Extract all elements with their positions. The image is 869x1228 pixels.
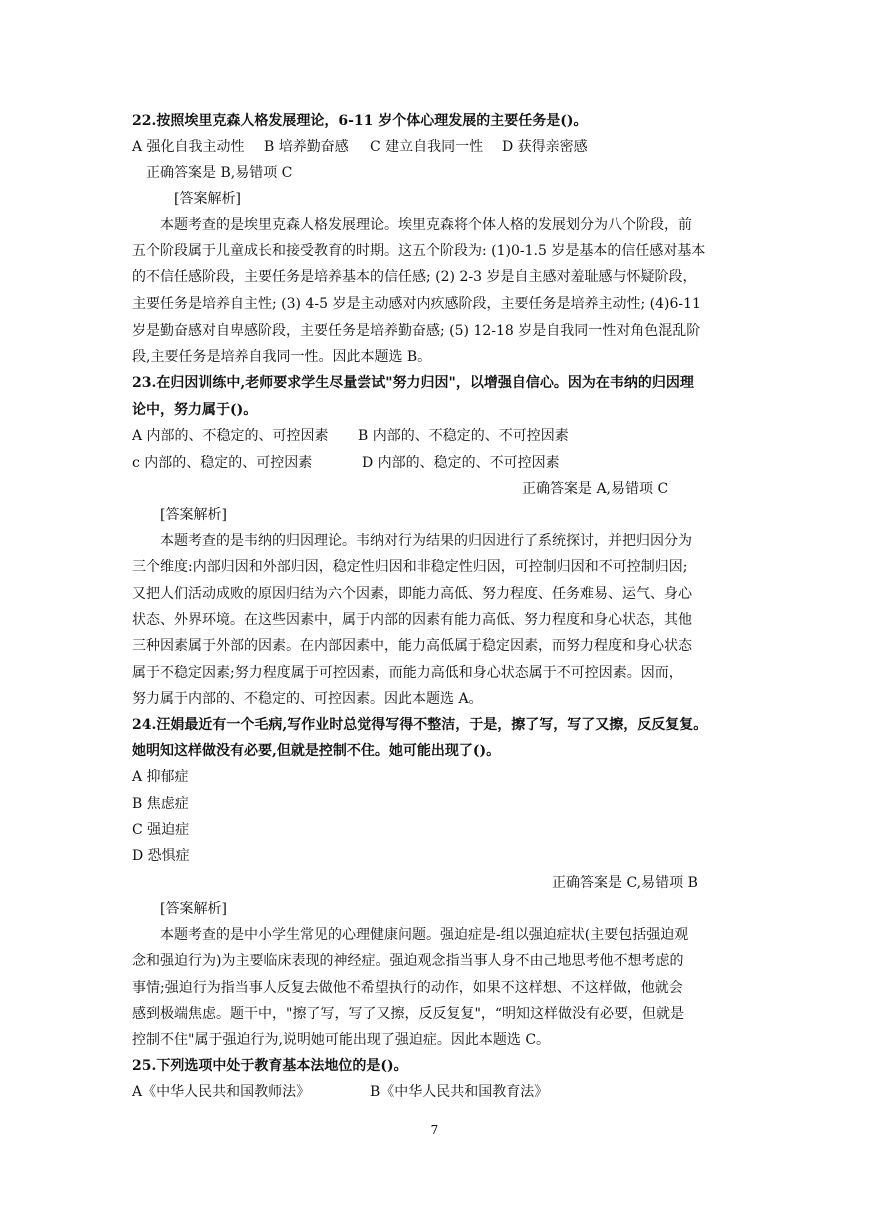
q24-option-b: B 焦虑症	[132, 796, 189, 812]
q22-option-d: D 获得亲密感	[502, 139, 588, 155]
q25-option-a: A《中华人民共和国教师法》	[132, 1084, 311, 1100]
page-number: 7	[430, 1123, 439, 1137]
q24-analysis-line: 控制不住"属于强迫行为,说明她可能出现了强迫症。因此本题选 C。	[132, 1032, 551, 1048]
q24-option-a: A 抑郁症	[132, 769, 189, 785]
q22-option-a: A 强化自我主动性	[132, 139, 245, 155]
q24-analysis-line: 本题考查的是中小学生常见的心理健康问题。强迫症是-组以强迫症状(主要包括强迫观	[160, 927, 689, 943]
q23-analysis-line: 努力属于内部的、不稳定的、可控因素。因此本题选 A。	[132, 691, 483, 707]
q24-option-c: C 强迫症	[132, 822, 190, 838]
q23-analysis-line: 状态、外界环境。在这些因素中，属于内部的因素有能力高低、努力程度和身心状态，其他	[132, 612, 692, 628]
q24-analysis-line: 念和强迫行为)为主要临床表现的神经症。强迫观念指当事人身不由己地思考他不想考虑的	[132, 953, 684, 969]
q22-analysis-line: 的不信任感阶段，主要任务是培养基本的信任感; (2) 2-3 岁是自主感对羞耻感与怀疑阶段，	[132, 269, 697, 285]
q22-option-b: B 培养勤奋感	[264, 139, 349, 155]
q22-answer: 正确答案是 B,易错项 C	[146, 165, 293, 181]
q23-answer: 正确答案是 A,易错项 C	[522, 481, 669, 497]
q22-analysis-line: 主要任务是培养自主性; (3) 4-5 岁是主动感对内疚感阶段，主要任务是培养主动性; (4)6-11	[132, 296, 701, 312]
q24-analysis-label: [答案解析]	[160, 901, 227, 917]
q24-analysis-line: 感到极端焦虑。题干中，"擦了写，写了又擦，反反复复"，“明知这样做没有必要，但就是	[132, 1006, 685, 1022]
question-25-title: 25.下列选项中处于教育基本法地位的是()。	[132, 1058, 408, 1074]
q23-option-d: D 内部的、稳定的、不可控因素	[362, 455, 560, 471]
q25-option-b: B《中华人民共和国教育法》	[370, 1084, 549, 1100]
q24-option-d: D 恐惧症	[132, 848, 190, 864]
q23-analysis-label: [答案解析]	[160, 507, 227, 523]
q24-analysis-line: 事情;强迫行为指当事人反复去做他不希望执行的动作，如果不这样想、不这样做，他就会	[132, 980, 683, 996]
q22-option-c: C 建立自我同一性	[370, 139, 484, 155]
q23-analysis-line: 三种因素属于外部的因素。在内部因素中，能力高低属于稳定因素，而努力程度和身心状态	[132, 638, 692, 654]
question-23-title-cont: 论中，努力属于()。	[132, 402, 258, 418]
q22-analysis-label: [答案解析]	[174, 191, 241, 207]
q23-option-c: c 内部的、稳定的、可控因素	[132, 455, 313, 471]
question-22-title: 22.按照埃里克森人格发展理论，6-11 岁个体心理发展的主要任务是()。	[132, 113, 588, 129]
q23-option-a: A 内部的、不稳定的、可控因素	[132, 428, 329, 444]
q24-answer: 正确答案是 C,易错项 B	[552, 875, 698, 891]
q22-analysis-line: 五个阶段属于儿童成长和接受教育的时期。这五个阶段为: (1)0-1.5 岁是基本的信任感对基本	[132, 243, 706, 259]
q23-option-b: B 内部的、不稳定的、不可控因素	[358, 428, 569, 444]
question-24-title: 24.汪娟最近有一个毛病,写作业时总觉得写得不整洁，于是，擦了写，写了又擦，反反复复。	[132, 717, 708, 733]
question-24-title-cont: 她明知这样做没有必要,但就是控制不住。她可能出现了()。	[132, 743, 501, 759]
question-23-title: 23.在归因训练中,老师要求学生尽量尝试"努力归因"，以增强自信心。因为在韦纳的归因理	[132, 375, 694, 391]
q22-analysis-line: 段,主要任务是培养自我同一性。因此本题选 B。	[132, 349, 432, 365]
q22-analysis-line: 本题考查的是埃里克森人格发展理论。埃里克森将个体人格的发展划分为八个阶段，前	[160, 217, 692, 233]
q23-analysis-line: 又把人们活动成败的原因归结为六个因素，即能力高低、努力程度、任务难易、运气、身心	[132, 586, 692, 602]
q23-analysis-line: 三个维度:内部归因和外部归因，稳定性归因和非稳定性归因，可控制归因和不可控制归因;	[132, 559, 688, 575]
q23-analysis-line: 属于不稳定因素;努力程度属于可控因素，而能力高低和身心状态属于不可控因素。因而，	[132, 665, 683, 681]
q23-analysis-line: 本题考查的是韦纳的归因理论。韦纳对行为结果的归因进行了系统探讨，并把归因分为	[160, 533, 692, 549]
q22-analysis-line: 岁是勤奋感对自卑感阶段，主要任务是培养勤奋感; (5) 12-18 岁是自我同一性对角色混乱阶	[132, 323, 701, 339]
